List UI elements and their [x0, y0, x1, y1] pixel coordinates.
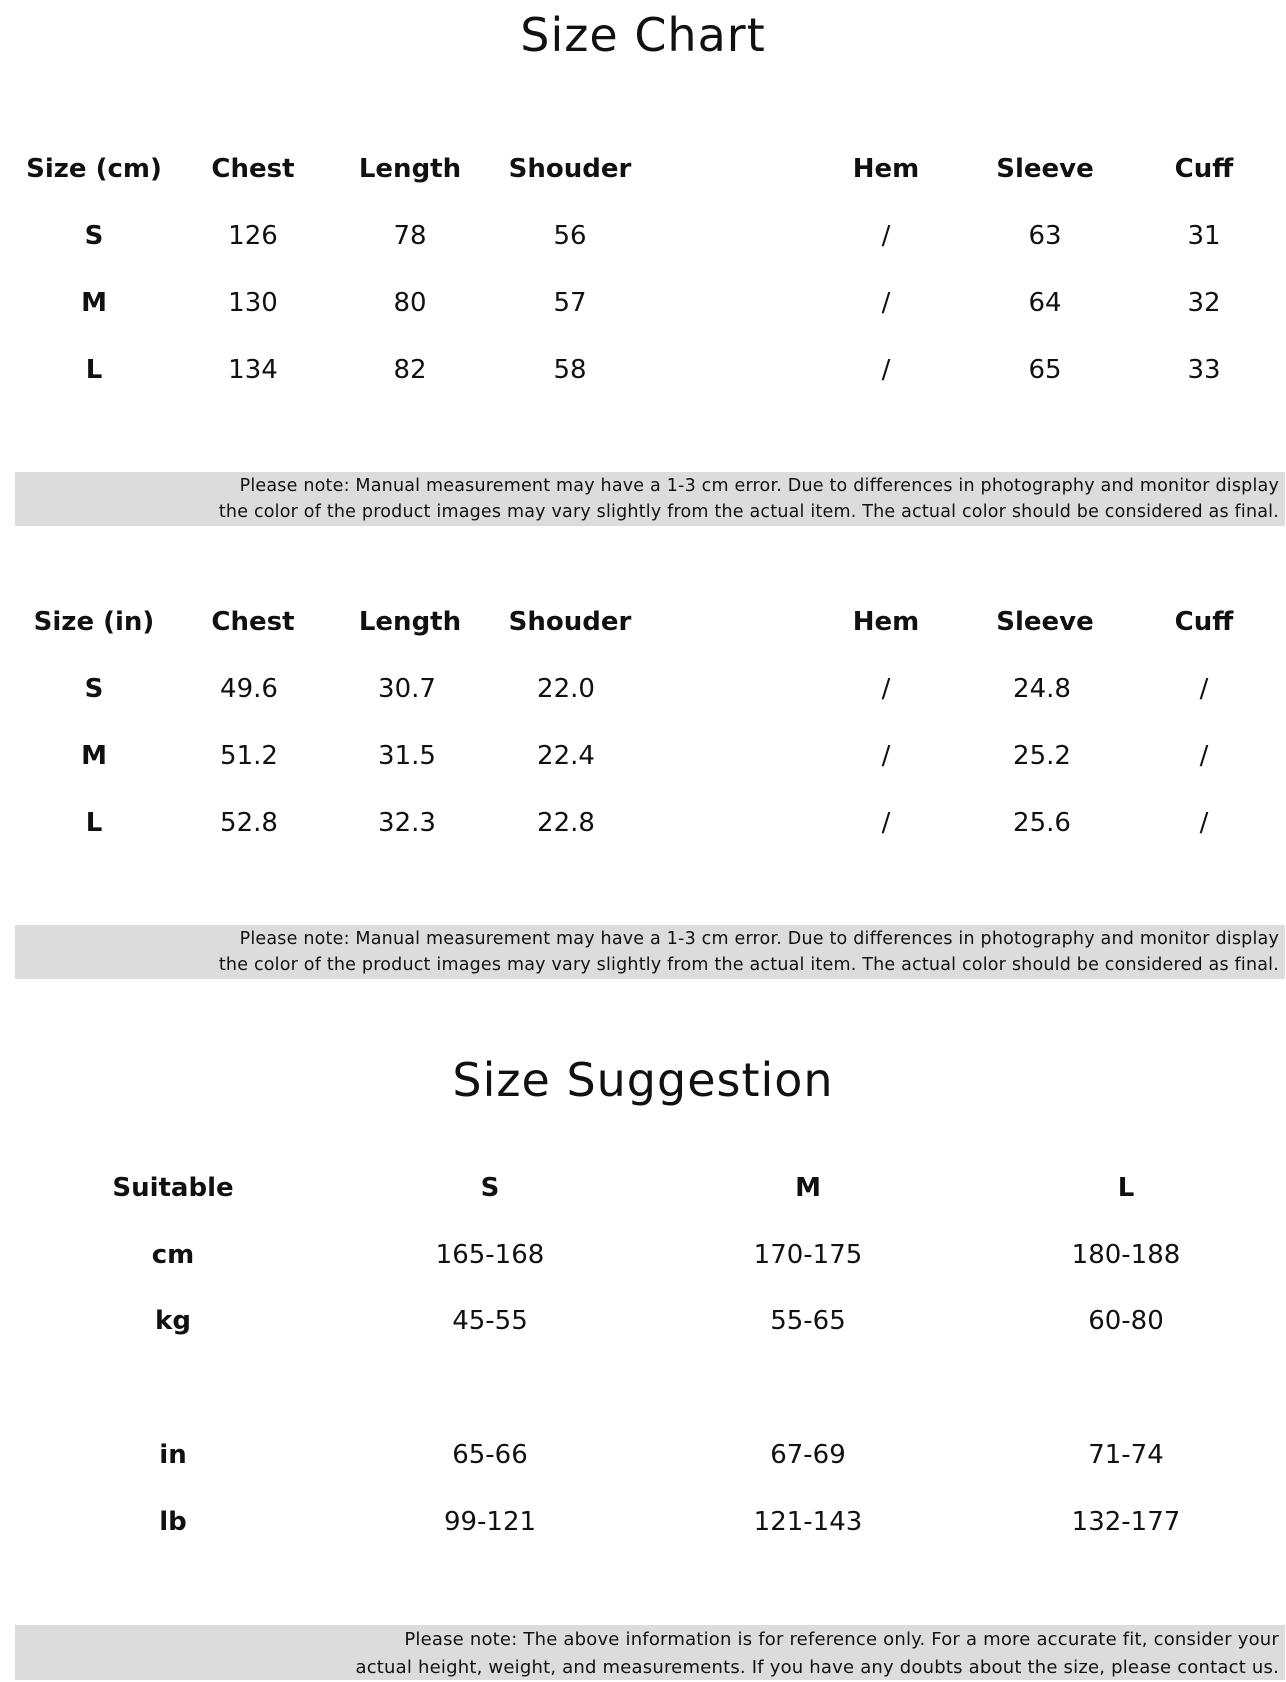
- chest-value: 52.8: [220, 808, 278, 838]
- chest-value: 51.2: [220, 741, 278, 771]
- table-row: [0, 216, 1286, 256]
- size-m-value: 170-175: [753, 1240, 863, 1270]
- shoulder-value: 57: [553, 288, 587, 318]
- size-s-value: 165-168: [435, 1240, 545, 1270]
- chest-value: 134: [228, 355, 278, 385]
- column-header-size: Size (in): [33, 607, 155, 637]
- column-header-shoulder: Shouder: [508, 154, 632, 184]
- chest-value: 49.6: [220, 674, 278, 704]
- length-value: 78: [393, 221, 427, 251]
- size-m-value: 121-143: [753, 1507, 863, 1537]
- column-header-sleeve: Sleeve: [996, 154, 1094, 184]
- size-l-value: 60-80: [1088, 1306, 1164, 1336]
- chest-value: 126: [228, 221, 278, 251]
- sleeve-value: 64: [1028, 288, 1062, 318]
- cuff-value: 32: [1187, 288, 1221, 318]
- column-header-cuff: Cuff: [1174, 154, 1234, 184]
- sleeve-value: 25.6: [1013, 808, 1071, 838]
- table-row: [0, 1301, 1286, 1341]
- unit-label: lb: [159, 1507, 187, 1537]
- shoulder-value: 22.0: [537, 674, 595, 704]
- size-l-value: 180-188: [1071, 1240, 1181, 1270]
- size-m-value: 67-69: [770, 1440, 846, 1470]
- note-line: Please note: Manual measurement may have a 1-3 cm error. Due to differences in photography and monitor display: [239, 476, 1279, 496]
- measurement-note: [15, 925, 1285, 979]
- column-header-chest: Chest: [211, 607, 295, 637]
- size-l-value: 132-177: [1071, 1507, 1181, 1537]
- note-line: Please note: Manual measurement may have a 1-3 cm error. Due to differences in photography and monitor display: [239, 929, 1279, 949]
- shoulder-value: 58: [553, 355, 587, 385]
- hem-value: /: [881, 741, 891, 771]
- size-s-value: 99-121: [443, 1507, 537, 1537]
- length-value: 30.7: [378, 674, 436, 704]
- column-header-l: L: [1117, 1173, 1135, 1203]
- length-value: 82: [393, 355, 427, 385]
- table-header-row: [0, 602, 1286, 642]
- table-row: [0, 669, 1286, 709]
- size-suggestion-title: Size Suggestion: [452, 1053, 834, 1107]
- table-row: [0, 1435, 1286, 1475]
- size-s-value: 65-66: [452, 1440, 528, 1470]
- unit-label: cm: [151, 1240, 195, 1270]
- unit-label: in: [159, 1440, 187, 1470]
- column-header-m: M: [795, 1173, 821, 1203]
- measurement-note: [15, 472, 1285, 526]
- unit-label: kg: [155, 1306, 191, 1336]
- note-line: the color of the product images may vary slightly from the actual item. The actual color should be considered as final.: [218, 955, 1279, 975]
- hem-value: /: [881, 674, 891, 704]
- cuff-value: /: [1199, 674, 1209, 704]
- reference-note: [15, 1625, 1285, 1680]
- column-header-hem: Hem: [852, 154, 920, 184]
- table-header-row: [0, 149, 1286, 189]
- column-header-length: Length: [358, 607, 462, 637]
- column-header-suitable: Suitable: [112, 1173, 234, 1203]
- note-line: Please note: The above information is for reference only. For a more accurate fit, consider your: [404, 1629, 1279, 1650]
- cuff-value: 31: [1187, 221, 1221, 251]
- cuff-value: /: [1199, 741, 1209, 771]
- shoulder-value: 22.4: [537, 741, 595, 771]
- column-header-shoulder: Shouder: [508, 607, 632, 637]
- chest-value: 130: [228, 288, 278, 318]
- sleeve-value: 24.8: [1013, 674, 1071, 704]
- size-chart-title: Size Chart: [520, 8, 766, 62]
- sleeve-value: 25.2: [1013, 741, 1071, 771]
- table-row: [0, 736, 1286, 776]
- size-m-value: 55-65: [770, 1306, 846, 1336]
- hem-value: /: [881, 288, 891, 318]
- cuff-value: /: [1199, 808, 1209, 838]
- size-label: S: [84, 674, 104, 704]
- note-line: the color of the product images may vary slightly from the actual item. The actual color should be considered as final.: [218, 502, 1279, 522]
- size-label: M: [81, 741, 107, 771]
- sleeve-value: 63: [1028, 221, 1062, 251]
- length-value: 80: [393, 288, 427, 318]
- size-label: S: [84, 221, 104, 251]
- shoulder-value: 22.8: [537, 808, 595, 838]
- column-header-chest: Chest: [211, 154, 295, 184]
- table-row: [0, 350, 1286, 390]
- length-value: 31.5: [378, 741, 436, 771]
- size-l-value: 71-74: [1088, 1440, 1164, 1470]
- column-header-size: Size (cm): [26, 154, 162, 184]
- table-row: [0, 803, 1286, 843]
- table-row: [0, 283, 1286, 323]
- length-value: 32.3: [378, 808, 436, 838]
- hem-value: /: [881, 221, 891, 251]
- column-header-length: Length: [358, 154, 462, 184]
- size-label: L: [85, 355, 103, 385]
- note-line: actual height, weight, and measurements. If you have any doubts about the size, please contact us.: [355, 1657, 1279, 1678]
- column-header-sleeve: Sleeve: [996, 607, 1094, 637]
- size-label: M: [81, 288, 107, 318]
- size-s-value: 45-55: [452, 1306, 528, 1336]
- size-label: L: [85, 808, 103, 838]
- table-row: [0, 1502, 1286, 1542]
- shoulder-value: 56: [553, 221, 587, 251]
- column-header-cuff: Cuff: [1174, 607, 1234, 637]
- hem-value: /: [881, 355, 891, 385]
- sleeve-value: 65: [1028, 355, 1062, 385]
- column-header-s: S: [480, 1173, 500, 1203]
- table-header-row: [0, 1168, 1286, 1208]
- hem-value: /: [881, 808, 891, 838]
- cuff-value: 33: [1187, 355, 1221, 385]
- column-header-hem: Hem: [852, 607, 920, 637]
- table-row: [0, 1235, 1286, 1275]
